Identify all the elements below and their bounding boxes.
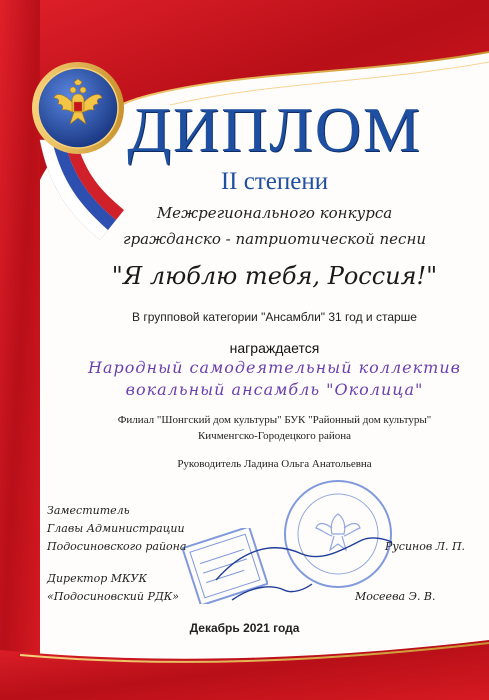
song-title: "Я люблю тебя, Россия!" [111, 262, 438, 290]
laureate-line1: Народный самодеятельный коллектив [88, 358, 461, 377]
deputy-title-line2: Главы Администрации [47, 522, 185, 535]
branch-line1: Филиал "Шонгский дом культуры" БУК "Районный дом культуры" [117, 414, 432, 426]
leader-line: Руководитель Ладина Ольга Анатольевна [177, 458, 372, 470]
director-title-line2: «Подосиновский РДК» [47, 590, 180, 603]
awarded-label: награждается [229, 340, 320, 356]
contest-name-line1: Межрегионального конкурса [156, 204, 393, 222]
contest-name-line2: гражданско - патриотической песни [122, 230, 426, 248]
issue-date: Декабрь 2021 года [189, 621, 300, 635]
branch-line2: Кичменгско-Городецкого района [197, 430, 352, 442]
diploma-title: ДИПЛОМ [127, 94, 422, 165]
laureate-line2: вокальный ансамбль "Околица" [125, 380, 424, 399]
director-name: Мосеева Э. В. [355, 590, 436, 603]
deputy-title-line3: Подосиновского района [47, 540, 187, 553]
deputy-title-line1: Заместитель [47, 504, 130, 517]
director-title-line1: Директор МКУК [47, 572, 147, 585]
diploma-degree: II степени [220, 168, 329, 195]
deputy-name: Русинов Л. П. [385, 540, 466, 553]
category-line: В групповой категории "Ансамбли" 31 год и старше [132, 310, 417, 324]
